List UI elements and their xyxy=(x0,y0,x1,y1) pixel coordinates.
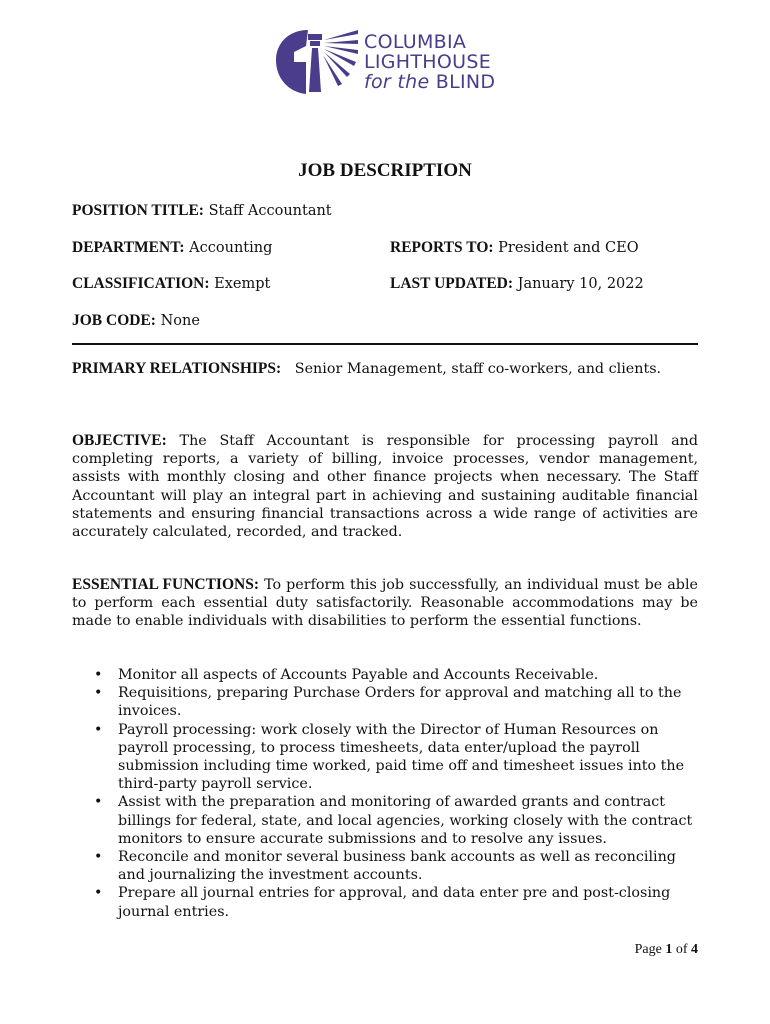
department-label: DEPARTMENT: xyxy=(72,239,185,256)
list-item: • Assist with the preparation and monitoring of awarded grants and contract billings for federal, state, and local agencies, working closely with the contract monitors to ensure accurate submissions and to resolve any issues. xyxy=(118,793,698,848)
lighthouse-icon xyxy=(272,26,360,98)
job-code-field xyxy=(72,312,200,330)
list-item: • Monitor all aspects of Accounts Payable and Accounts Receivable. xyxy=(118,666,698,684)
document-title: JOB DESCRIPTION xyxy=(298,160,472,181)
section-divider xyxy=(72,343,698,345)
essential-functions-paragraph xyxy=(72,576,698,631)
essential-functions-label: ESSENTIAL FUNCTIONS: xyxy=(72,576,259,593)
reports-to-label: REPORTS TO: xyxy=(390,239,494,256)
primary-relationships-paragraph xyxy=(72,360,698,378)
department-value: Accounting xyxy=(189,240,273,256)
organization-logo xyxy=(272,26,502,98)
essential-functions-list xyxy=(72,666,698,921)
position-title-label: POSITION TITLE: xyxy=(72,202,204,219)
objective-paragraph xyxy=(72,432,698,541)
list-item: • Requisitions, preparing Purchase Orders for approval and matching all to the invoices. xyxy=(118,684,698,720)
list-item: • Reconcile and monitor several business bank accounts as well as reconciling and journalizing the investment accounts. xyxy=(118,848,698,884)
classification-field xyxy=(72,275,270,293)
page-number: Page 1 of 4 xyxy=(634,942,698,957)
last-updated-field xyxy=(390,275,644,293)
last-updated-value: January 10, 2022 xyxy=(517,276,644,292)
department-field xyxy=(72,239,272,257)
logo-line-2: LIGHTHOUSE xyxy=(364,51,492,73)
objective-label: OBJECTIVE: xyxy=(72,432,167,449)
reports-to-value: President and CEO xyxy=(498,240,639,256)
reports-to-field xyxy=(390,239,639,257)
list-item: • Payroll processing: work closely with the Director of Human Resources on payroll processing, to process timesheets, data enter/upload the payroll submission including time worked, paid time off and timesheet issues into the third-party payroll service. xyxy=(118,721,698,794)
classification-label: CLASSIFICATION: xyxy=(72,275,210,292)
classification-value: Exempt xyxy=(214,276,271,292)
logo-line-3: for the BLIND xyxy=(364,71,496,93)
objective-value: The Staff Accountant is responsible for processing payroll and completing reports, a variety of billing, invoice processes, vendor management, assists with monthly closing and other finance projects when necessary. The Staff Accountant will play an integral part in achieving and sustaining auditable financial statements and ensuring financial transactions across a wide range of activities are accurately calculated, recorded, and tracked. xyxy=(72,433,698,541)
essential-functions-value: To perform this job successfully, an individual must be able to perform each essential duty satisfactorily. Reasonable accommodations may be made to enable individuals with disabilities to perform the essential functions. xyxy=(72,577,698,630)
position-title-field xyxy=(72,202,332,220)
job-code-label: JOB CODE: xyxy=(72,312,156,329)
primary-relationships-value: Senior Management, staff co-workers, and clients. xyxy=(294,361,662,377)
position-title-value: Staff Accountant xyxy=(208,203,332,219)
primary-relationships-label: PRIMARY RELATIONSHIPS: xyxy=(72,360,282,377)
logo-line-1: COLUMBIA xyxy=(364,31,467,53)
last-updated-label: LAST UPDATED: xyxy=(390,275,514,292)
list-item: • Prepare all journal entries for approval, and data enter pre and post-closing journal entries. xyxy=(118,884,698,920)
job-code-value: None xyxy=(160,313,200,329)
